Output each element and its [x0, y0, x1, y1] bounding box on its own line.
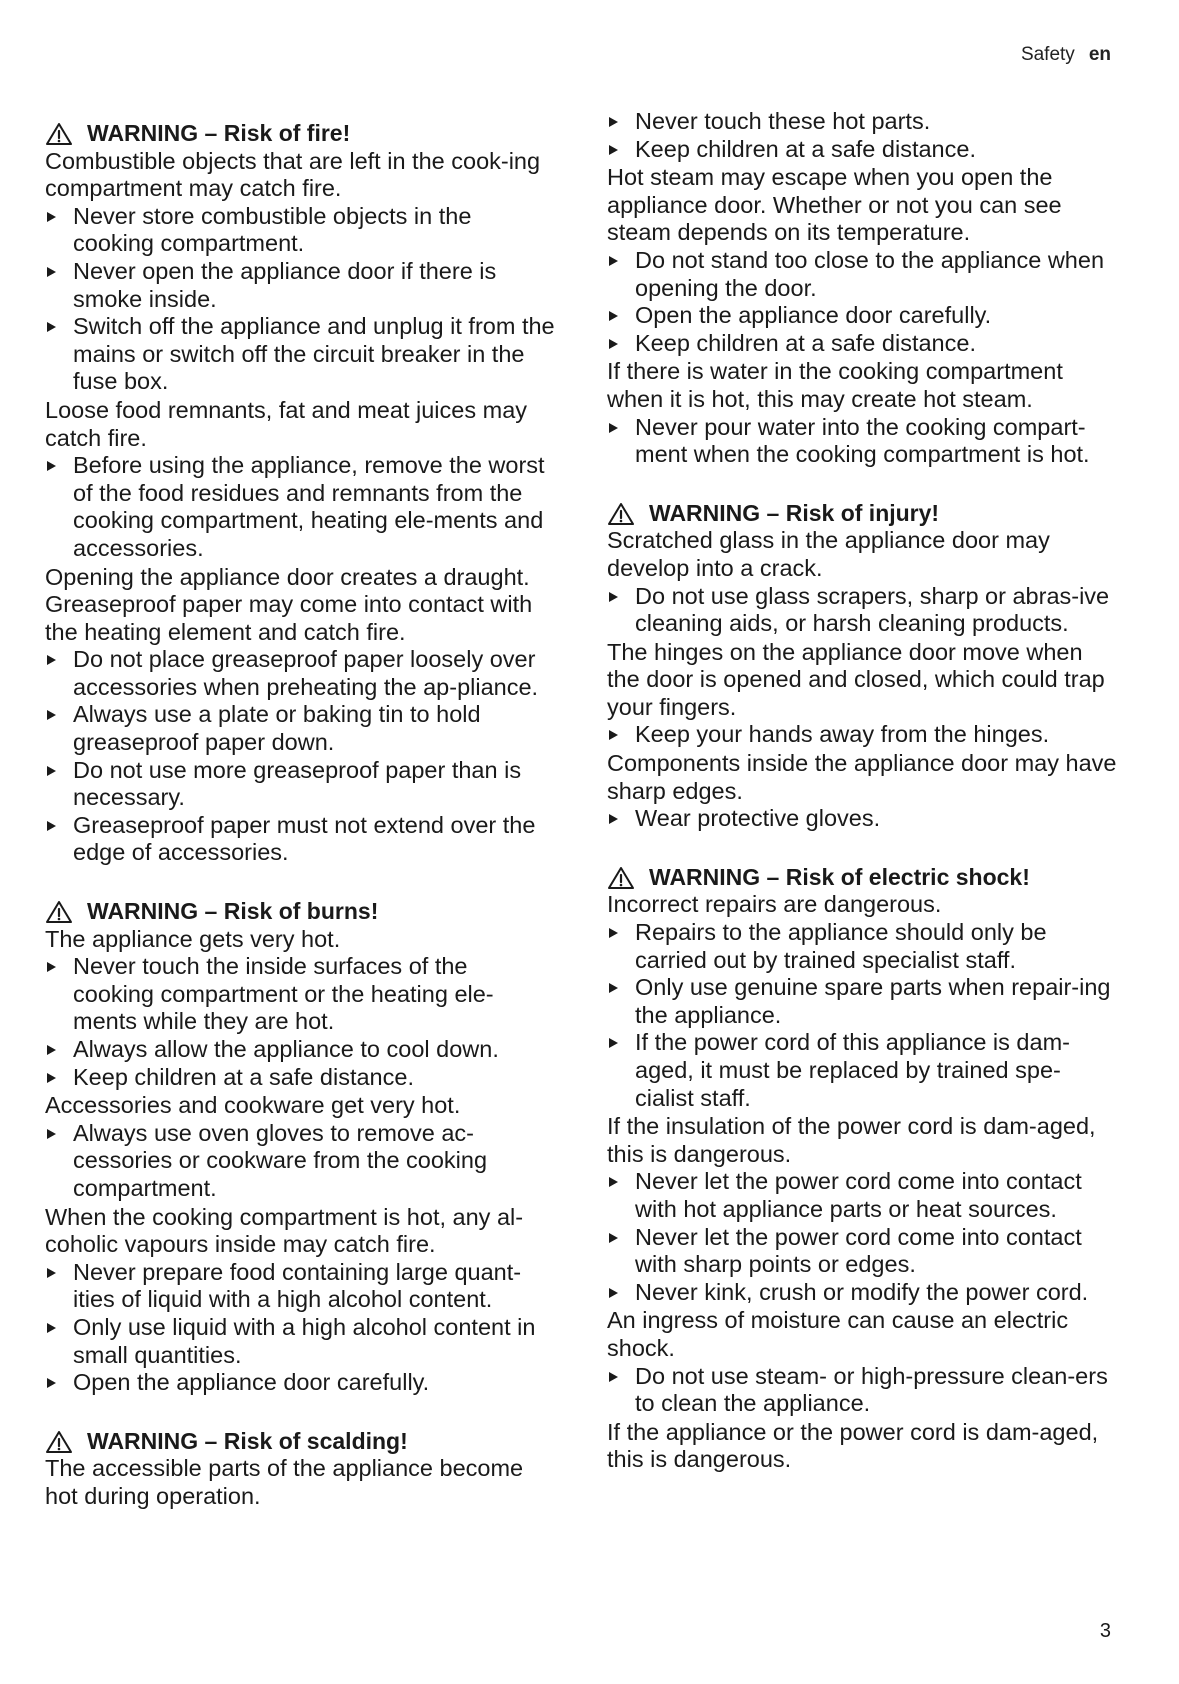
- bullet-arrow-icon: [609, 1372, 618, 1382]
- instruction-text: Before using the appliance, remove the worst of the food residues and remnants from the cooking compartment, heating ele-ments and accessories.: [73, 452, 545, 561]
- instruction-text: Do not stand too close to the appliance when opening the door.: [635, 246, 1105, 301]
- instruction-list: [45, 203, 555, 396]
- instruction-item: [607, 1279, 1117, 1307]
- instruction-item: [607, 805, 1117, 833]
- instruction-text: Always use a plate or baking tin to hold greaseproof paper down.: [73, 701, 481, 756]
- instruction-text: Never pour water into the cooking compart-ment when the cooking compartment is hot.: [635, 413, 1090, 468]
- instruction-text: Keep children at a safe distance.: [73, 1063, 414, 1090]
- bullet-arrow-icon: [609, 117, 618, 127]
- bullet-arrow-icon: [609, 1233, 618, 1243]
- bullet-arrow-icon: [609, 145, 618, 155]
- instruction-text: Never let the power cord come into contact with sharp points or edges.: [635, 1223, 1082, 1278]
- instruction-list: [607, 919, 1117, 1112]
- bullet-arrow-icon: [609, 814, 618, 824]
- warning-triangle-icon: [607, 502, 635, 526]
- warning-section: [607, 500, 1117, 833]
- bullet-arrow-icon: [609, 339, 618, 349]
- instruction-item: [45, 1314, 555, 1369]
- warning-title: WARNING – Risk of injury!: [649, 499, 940, 526]
- warning-section: [45, 1428, 555, 1511]
- bullet-arrow-icon: [609, 592, 618, 602]
- instruction-text: Do not use more greaseproof paper than is necessary.: [73, 756, 522, 811]
- warning-section: [45, 898, 555, 1397]
- bullet-arrow-icon: [609, 256, 618, 266]
- instruction-list: [45, 1120, 555, 1203]
- instruction-item: [607, 414, 1117, 469]
- instruction-item: [607, 1168, 1117, 1223]
- paragraph: Incorrect repairs are dangerous.: [607, 891, 942, 918]
- paragraph: When the cooking compartment is hot, any al-coholic vapours inside may catch fire.: [45, 1203, 524, 1258]
- paragraph: Components inside the appliance door may have sharp edges.: [607, 750, 1117, 804]
- instruction-item: [45, 953, 555, 1036]
- instruction-text: Never touch the inside surfaces of the cooking compartment or the heating ele-ments while they are hot.: [73, 953, 494, 1035]
- bullet-arrow-icon: [47, 1268, 56, 1278]
- instruction-text: Wear protective gloves.: [635, 805, 881, 832]
- paragraph: Scratched glass in the appliance door may develop into a crack.: [607, 527, 1050, 581]
- bullet-arrow-icon: [609, 983, 618, 993]
- instruction-item: [607, 302, 1117, 330]
- bullet-arrow-icon: [609, 1038, 618, 1048]
- paragraph: Accessories and cookware get very hot.: [45, 1092, 461, 1119]
- instruction-item: [607, 108, 1117, 136]
- instruction-item: [607, 1363, 1117, 1418]
- language-label: en: [1088, 44, 1111, 65]
- instruction-item: [607, 919, 1117, 974]
- instruction-item: [607, 1224, 1117, 1279]
- bullet-arrow-icon: [47, 1045, 56, 1055]
- paragraph: The accessible parts of the appliance become hot during operation.: [45, 1455, 524, 1509]
- instruction-text: If the power cord of this appliance is dam-aged, it must be replaced by trained spe-cialist staff.: [635, 1029, 1070, 1111]
- warning-section: [45, 120, 555, 867]
- paragraph: The appliance gets very hot.: [45, 925, 341, 952]
- instruction-item: [607, 330, 1117, 358]
- instruction-item: [45, 1369, 555, 1397]
- instruction-text: Greaseproof paper must not extend over the edge of accessories.: [73, 811, 536, 866]
- instruction-list: [607, 805, 1117, 833]
- instruction-text: Keep children at a safe distance.: [635, 329, 976, 356]
- instruction-item: [45, 646, 555, 701]
- warning-triangle-icon: [45, 122, 73, 146]
- instruction-item: [45, 203, 555, 258]
- warning-heading: [45, 1428, 555, 1456]
- instruction-text: Repairs to the appliance should only be carried out by trained specialist staff.: [635, 919, 1047, 973]
- instruction-text: Never kink, crush or modify the power cord.: [635, 1278, 1089, 1305]
- instruction-text: Never open the appliance door if there is smoke inside.: [73, 257, 497, 312]
- paragraph: If there is water in the cooking compartment when it is hot, this may create hot steam.: [607, 358, 1063, 412]
- instruction-item: [45, 1259, 555, 1314]
- warning-heading: [607, 500, 1117, 528]
- instruction-text: Always allow the appliance to cool down.: [73, 1036, 499, 1062]
- warning-title: WARNING – Risk of fire!: [87, 120, 351, 146]
- warning-heading: [607, 864, 1117, 892]
- instruction-item: [45, 701, 555, 756]
- instruction-item: [607, 247, 1117, 302]
- page-header: [1021, 44, 1111, 66]
- instruction-text: Open the appliance door carefully.: [73, 1369, 430, 1396]
- bullet-arrow-icon: [609, 423, 618, 433]
- instruction-list: [607, 1168, 1117, 1306]
- bullet-arrow-icon: [609, 1288, 618, 1298]
- bullet-arrow-icon: [609, 311, 618, 321]
- instruction-list: [607, 414, 1117, 469]
- paragraph: Combustible objects that are left in the cook-ing compartment may catch fire.: [45, 147, 541, 202]
- paragraph: Hot steam may escape when you open the appliance door. Whether or not you can see steam depends on its temperature.: [607, 164, 1062, 246]
- left-column: [45, 120, 555, 1542]
- instruction-text: Do not use steam- or high-pressure clean-ers to clean the appliance.: [635, 1362, 1108, 1417]
- instruction-item: [45, 313, 555, 396]
- instruction-text: Only use liquid with a high alcohol content in small quantities.: [73, 1313, 536, 1368]
- bullet-arrow-icon: [47, 766, 56, 776]
- bullet-arrow-icon: [47, 1378, 56, 1388]
- warning-heading: [45, 120, 555, 148]
- instruction-text: Never store combustible objects in the cooking compartment.: [73, 202, 472, 257]
- instruction-list: [45, 646, 555, 867]
- instruction-text: Never let the power cord come into contact with hot appliance parts or heat sources.: [635, 1168, 1082, 1222]
- bullet-arrow-icon: [47, 962, 56, 972]
- instruction-item: [607, 136, 1117, 164]
- instruction-list: [607, 583, 1117, 638]
- warning-section: [607, 864, 1117, 1474]
- instruction-item: [45, 1064, 555, 1092]
- instruction-list: [607, 108, 1117, 163]
- bullet-arrow-icon: [47, 1073, 56, 1083]
- paragraph: The hinges on the appliance door move when the door is opened and closed, which could trap your fingers.: [607, 638, 1105, 720]
- instruction-text: Always use oven gloves to remove ac-cessories or cookware from the cooking compartment.: [73, 1119, 488, 1201]
- instruction-list: [607, 247, 1117, 357]
- instruction-item: [45, 757, 555, 812]
- bullet-arrow-icon: [47, 212, 56, 222]
- bullet-arrow-icon: [609, 1177, 618, 1187]
- paragraph: Loose food remnants, fat and meat juices may catch fire.: [45, 396, 528, 451]
- instruction-item: [45, 452, 555, 562]
- page-number: 3: [1099, 1620, 1111, 1642]
- bullet-arrow-icon: [47, 821, 56, 831]
- bullet-arrow-icon: [609, 730, 618, 740]
- instruction-text: Do not place greaseproof paper loosely over accessories when preheating the ap-pliance.: [73, 646, 539, 700]
- warning-section: [607, 108, 1117, 469]
- instruction-list: [45, 452, 555, 562]
- instruction-item: [45, 1036, 555, 1064]
- warning-title: WARNING – Risk of scalding!: [87, 1427, 408, 1454]
- instruction-text: Never prepare food containing large quant-ities of liquid with a high alcohol content.: [73, 1258, 522, 1313]
- instruction-item: [45, 258, 555, 313]
- instruction-text: Switch off the appliance and unplug it from the mains or switch off the circuit breaker in the fuse box.: [73, 313, 555, 395]
- paragraph: An ingress of moisture can cause an electric shock.: [607, 1307, 1069, 1361]
- warning-title: WARNING – Risk of electric shock!: [649, 863, 1030, 890]
- instruction-text: Keep children at a safe distance.: [635, 135, 976, 162]
- paragraph: If the appliance or the power cord is dam-aged, this is dangerous.: [607, 1418, 1099, 1473]
- instruction-list: [607, 721, 1117, 749]
- right-column: [607, 108, 1117, 1505]
- instruction-list: [45, 953, 555, 1091]
- bullet-arrow-icon: [47, 461, 56, 471]
- instruction-item: [607, 1029, 1117, 1112]
- instruction-text: Open the appliance door carefully.: [635, 302, 992, 329]
- bullet-arrow-icon: [609, 928, 618, 938]
- warning-triangle-icon: [607, 866, 635, 890]
- instruction-list: [45, 1259, 555, 1397]
- instruction-item: [607, 583, 1117, 638]
- bullet-arrow-icon: [47, 710, 56, 720]
- warning-triangle-icon: [45, 1430, 73, 1454]
- warning-title: WARNING – Risk of burns!: [87, 898, 379, 925]
- paragraph: Opening the appliance door creates a draught. Greaseproof paper may come into contact with the heating element and catch fire.: [45, 563, 533, 645]
- bullet-arrow-icon: [47, 1129, 56, 1139]
- bullet-arrow-icon: [47, 322, 56, 332]
- instruction-text: Never touch these hot parts.: [635, 108, 931, 134]
- instruction-item: [607, 721, 1117, 749]
- warning-heading: [45, 898, 555, 926]
- bullet-arrow-icon: [47, 267, 56, 277]
- instruction-text: Do not use glass scrapers, sharp or abras-ive cleaning aids, or harsh cleaning products.: [635, 582, 1110, 637]
- instruction-item: [45, 1120, 555, 1203]
- bullet-arrow-icon: [47, 1323, 56, 1333]
- instruction-text: Keep your hands away from the hinges.: [635, 721, 1050, 748]
- bullet-arrow-icon: [47, 655, 56, 665]
- paragraph: If the insulation of the power cord is dam-aged, this is dangerous.: [607, 1113, 1096, 1167]
- instruction-list: [607, 1363, 1117, 1418]
- warning-triangle-icon: [45, 900, 73, 924]
- instruction-item: [45, 812, 555, 867]
- section-label: Safety: [1020, 44, 1075, 65]
- instruction-item: [607, 974, 1117, 1029]
- instruction-text: Only use genuine spare parts when repair-ing the appliance.: [635, 974, 1111, 1028]
